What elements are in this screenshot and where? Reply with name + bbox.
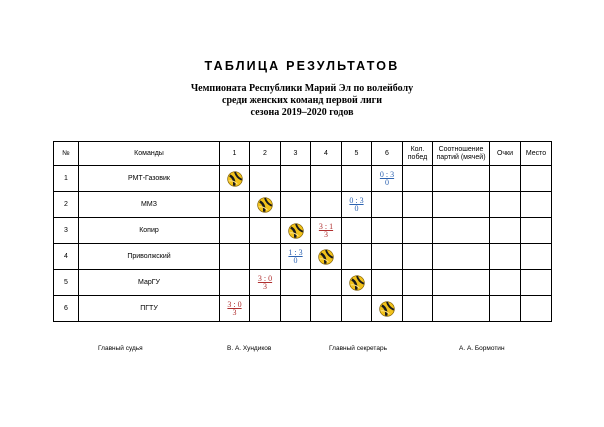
team-name: РМТ-Газовик (79, 166, 220, 192)
subtitle-line-3: сезона 2019–2020 годов (250, 107, 354, 118)
header-col-1: 1 (220, 142, 250, 166)
set-score: 0 : 3 (379, 169, 395, 179)
subtitle-line-2: среди женских команд первой лиги (222, 95, 382, 106)
header-place: Место (521, 142, 552, 166)
wins-cell (403, 218, 433, 244)
match-points: 3 (323, 229, 328, 239)
diagonal-cell (220, 166, 250, 192)
match-cell (311, 296, 342, 322)
volleyball-icon (349, 275, 365, 291)
match-cell (342, 296, 372, 322)
match-points: 0 (293, 255, 298, 265)
set-score: 1 : 3 (288, 247, 303, 257)
header-wins: Кол. побед (403, 142, 433, 166)
header-row (54, 142, 552, 166)
place-cell (521, 244, 552, 270)
team-name: Приволжский (79, 244, 220, 270)
row-number: 5 (54, 270, 79, 296)
match-cell (281, 296, 311, 322)
header-points: Очки (490, 142, 521, 166)
match-score (318, 223, 334, 239)
secretary-name: А. А. Бормотин (459, 345, 505, 352)
wins-cell (403, 166, 433, 192)
header-num: № (54, 142, 79, 166)
match-cell (250, 218, 281, 244)
place-cell (521, 218, 552, 244)
match-cell (311, 166, 342, 192)
header-col-5: 5 (342, 142, 372, 166)
match-cell (342, 218, 372, 244)
header-ratio: Соотношение партий (мячей) (433, 142, 490, 166)
page-title: ТАБЛИЦА РЕЗУЛЬТАТОВ (204, 59, 400, 73)
match-cell (250, 166, 281, 192)
match-cell (281, 166, 311, 192)
match-cell (372, 166, 403, 192)
results-body (54, 166, 552, 322)
row-number: 6 (54, 296, 79, 322)
row-number: 1 (54, 166, 79, 192)
match-cell (311, 270, 342, 296)
match-cell (220, 192, 250, 218)
points-cell (490, 192, 521, 218)
volleyball-icon (288, 223, 304, 239)
diagonal-cell (372, 296, 403, 322)
team-name: ПГТУ (79, 296, 220, 322)
subtitle-line-1: Чемпионата Республики Марий Эл по волейболу (190, 83, 414, 94)
table-row (54, 296, 552, 322)
judge-name: В. А. Хундиков (227, 345, 272, 352)
match-cell (220, 296, 250, 322)
set-score: 3 : 0 (257, 273, 273, 283)
match-score (257, 275, 273, 291)
match-cell (220, 244, 250, 270)
set-score: 3 : 1 (318, 221, 334, 231)
points-cell (490, 218, 521, 244)
row-number: 2 (54, 192, 79, 218)
match-cell (250, 244, 281, 270)
row-number: 3 (54, 218, 79, 244)
wins-cell (403, 244, 433, 270)
wins-cell (403, 192, 433, 218)
match-score (226, 301, 242, 317)
match-cell (372, 218, 403, 244)
match-cell (250, 296, 281, 322)
match-points: 3 (262, 281, 267, 291)
match-points: 0 (354, 203, 359, 213)
wins-cell (403, 296, 433, 322)
match-cell (281, 192, 311, 218)
secretary-label: Главный секретарь (329, 345, 387, 352)
wins-cell (403, 270, 433, 296)
match-cell (372, 244, 403, 270)
team-name: ММЗ (79, 192, 220, 218)
volleyball-icon (318, 249, 334, 265)
row-number: 4 (54, 244, 79, 270)
set-score: 0 : 3 (349, 195, 364, 205)
match-score (348, 197, 364, 213)
diagonal-cell (250, 192, 281, 218)
match-points: 0 (384, 177, 389, 187)
ratio-cell (433, 192, 490, 218)
set-score: 3 : 0 (227, 299, 242, 309)
ratio-cell (433, 218, 490, 244)
header-col-3: 3 (281, 142, 311, 166)
place-cell (521, 166, 552, 192)
place-cell (521, 296, 552, 322)
match-cell (250, 270, 281, 296)
points-cell (490, 296, 521, 322)
match-cell (311, 192, 342, 218)
team-name: МарГУ (79, 270, 220, 296)
match-score (379, 171, 395, 187)
table-row (54, 218, 552, 244)
header-col-6: 6 (372, 142, 403, 166)
match-cell (220, 218, 250, 244)
results-table (53, 141, 552, 322)
team-name: Копир (79, 218, 220, 244)
header-teams: Команды (79, 142, 220, 166)
judge-label: Главный судья (98, 345, 143, 352)
points-cell (490, 244, 521, 270)
header-col-4: 4 (311, 142, 342, 166)
match-cell (342, 166, 372, 192)
ratio-cell (433, 270, 490, 296)
match-cell (311, 218, 342, 244)
header-col-2: 2 (250, 142, 281, 166)
match-score (287, 249, 303, 265)
table-row (54, 166, 552, 192)
match-cell (372, 192, 403, 218)
match-cell (342, 192, 372, 218)
volleyball-icon (257, 197, 273, 213)
volleyball-icon (227, 171, 243, 187)
points-cell (490, 166, 521, 192)
diagonal-cell (342, 270, 372, 296)
table-row (54, 270, 552, 296)
diagonal-cell (311, 244, 342, 270)
match-cell (281, 270, 311, 296)
table-row (54, 192, 552, 218)
match-cell (220, 270, 250, 296)
points-cell (490, 270, 521, 296)
diagonal-cell (281, 218, 311, 244)
match-cell (342, 244, 372, 270)
place-cell (521, 192, 552, 218)
table-row (54, 244, 552, 270)
match-cell (372, 270, 403, 296)
ratio-cell (433, 244, 490, 270)
ratio-cell (433, 296, 490, 322)
match-cell (281, 244, 311, 270)
volleyball-icon (379, 301, 395, 317)
ratio-cell (433, 166, 490, 192)
match-points: 3 (232, 307, 237, 317)
place-cell (521, 270, 552, 296)
